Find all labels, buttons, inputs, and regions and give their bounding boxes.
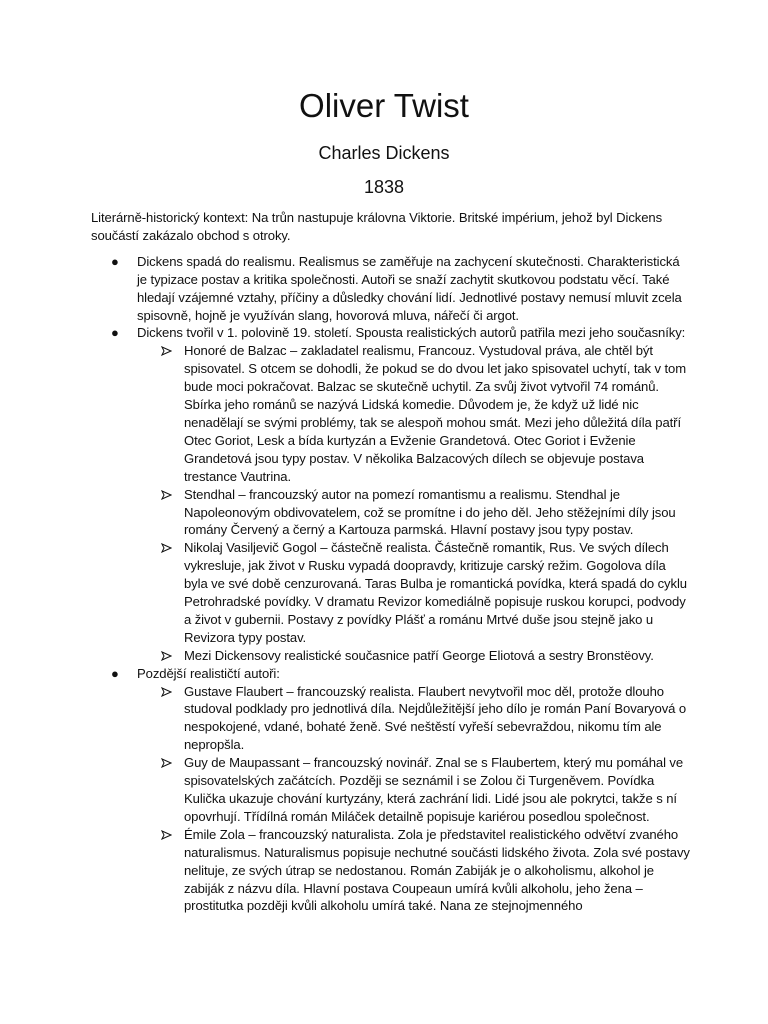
sub-list-item (137, 683, 691, 755)
list-item (91, 253, 691, 325)
arrow-bullet-icon (161, 539, 172, 553)
intro-paragraph: Literárně-historický kontext: Na trůn nastupuje královna Viktorie. Britské impérium, jehož byl Dickens součástí zakázalo obchod s otroky. (91, 210, 663, 243)
arrow-bullet-icon (161, 342, 172, 356)
sub-list-item-text: Guy de Maupassant – francouzský novinář. Znal se s Flaubertem, který mu pomáhal ve spisovatelských začátcích. Později se seznámil i se Zolou či Turgeněvem. Povídka Kulička ukazuje chování kurtyzány, která zachrání lidi. Lidé jsou ale pokrytci, takže s ní opovrhují. Třídílná román Miláček detailně popisuje kariérou posedlou společnost. (184, 755, 684, 824)
sub-list-item (137, 486, 691, 540)
sub-list-item-text: Mezi Dickensovy realistické současnice patří George Eliotová a sestry Bronstëovy. (184, 647, 654, 663)
sub-list-item (137, 826, 691, 916)
document-author: Charles Dickens (318, 143, 450, 163)
sub-list-item (137, 342, 691, 485)
list-item-text: Dickens tvořil v 1. polovině 19. století. Spousta realistických autorů patřila mezi jeho současníky: (137, 325, 686, 341)
sub-list-item-text: Honoré de Balzac – zakladatel realismu, Francouz. Vystudoval práva, ale chtěl být spisovatel. S otcem se dohodli, že pokud se do dvou let jako spisovatel uchytí, tak v tom bude moci pokračovat. Balzac se skutečně uchytil. Za svůj život vytvořil 74 románů. Sbírka jeho románů se nazývá Lidská komedie. Důvodem je, že když už lidé nic nenadělají se svými problémy, tak se alespoň mohou smát. Mezi jeho důležitá díla patří Otec Goriot, Lesk a bída kurtyzán a Evženie Grandetová. Otec Goriot i Evženie Grandetová jsou typy postav. V několika Balzacových dílech se objevuje postava trestance Vautrina. (184, 343, 687, 484)
sub-list-item-text: Émile Zola – francouzský naturalista. Zola je představitel realistického odvětví zvaného naturalismus. Naturalismus popisuje nechutné součásti lidského života. Zola své postavy nelituje, ze svých útrap se nedostanou. Román Zabiják je o alkoholismu, alkohol je zabiják z názvu díla. Hlavní postava Coupeaun umírá kvůli alkoholu, jeho žena – prostitutka později kvůli alkoholu umírá také. Nana ze stejnojmenného (184, 826, 690, 914)
document-year: 1838 (363, 177, 405, 197)
sub-list-item (137, 539, 691, 646)
list-item-text: Dickens spadá do realismu. Realismus se zaměřuje na zachycení skutečnosti. Charakteristická je typizace postav a kritika společnosti. Autoři se snaží zachytit skutkovou podstatu věcí. Také hledají vzájemné vztahy, příčiny a důsledky chování lidí. Jednotlivé postavy nemusí mluvit zcela spisovně, hojně je využíván slang, hovorová mluva, nářečí či argot. (137, 253, 682, 323)
list-item-text: Pozdější realističtí autoři: (137, 665, 280, 681)
list-item (91, 665, 691, 916)
arrow-bullet-icon (161, 647, 172, 661)
sub-list-item (137, 647, 691, 665)
sub-list-item-text: Nikolaj Vasiljevič Gogol – částečně realista. Částečně romantik, Rus. Ve svých dílech vykresluje, jak život v Rusku vypadá doopravdy, kritizuje carský režim. Gogolova díla byla ve své době cenzurovaná. Taras Bulba je romantická povídka, která spadá do cyklu Petrohradské povídky. V dramatu Revizor komediálně popisuje ruskou korupci, podvody a život v gubernii. Postavy z povídky Plášť a románu Mrtvé duše jsou stejně jako u Revizora typy postav. (184, 540, 687, 645)
arrow-bullet-icon (161, 754, 172, 768)
arrow-bullet-icon (161, 826, 172, 840)
list-item (91, 324, 691, 664)
sub-list (137, 342, 691, 664)
sub-list-item (137, 754, 691, 826)
document-body (91, 209, 691, 915)
arrow-bullet-icon (161, 683, 172, 697)
bullet-icon: ● (111, 325, 119, 341)
document-title: Oliver Twist (299, 87, 469, 124)
sub-list-item-text: Gustave Flaubert – francouzský realista. Flaubert nevytvořil moc děl, protože dlouho studoval podklady pro jednotlivá díla. Nejdůležitější jeho dílo je román Paní Bovaryová o nespokojené, vdané, bohaté ženě. Své neštěstí vyřeší sebevraždou, nikomu tím ale nepropšla. (184, 683, 687, 753)
arrow-bullet-icon (161, 486, 172, 500)
sub-list (137, 683, 691, 916)
sub-list-item-text: Stendhal – francouzský autor na pomezí romantismu a realismu. Stendhal je Napoleonovým obdivovatelem, což se promítne i do jeho děl. Jeho stěžejními díly jsou romány Červený a černý a Kartouza parmská. Hlavní postavy jsou typy postav. (184, 486, 676, 538)
bullet-icon: ● (111, 253, 119, 269)
bullet-icon: ● (111, 665, 119, 681)
bullet-list (91, 253, 691, 916)
